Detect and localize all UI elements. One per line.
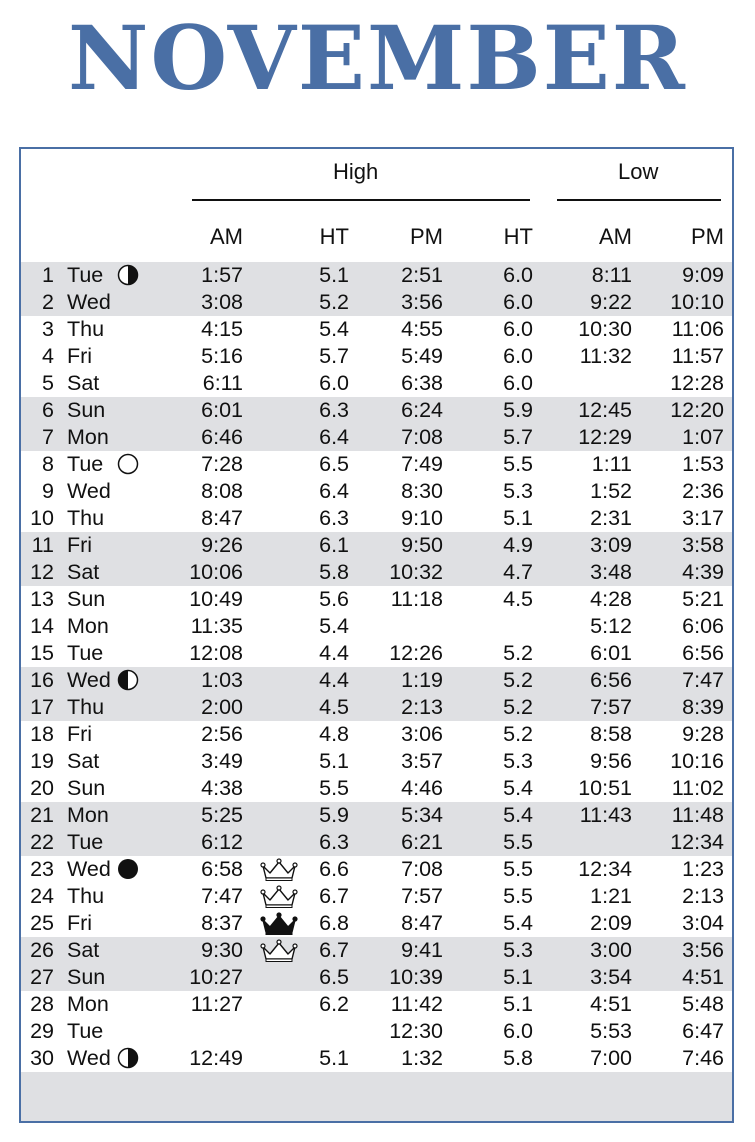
high-pm-height: 5.5 — [503, 830, 533, 854]
low-group-rule — [557, 199, 721, 201]
high-am-height: 5.4 — [319, 614, 349, 638]
low-am-time: 1:11 — [591, 452, 632, 476]
col-header-high-ht: HT — [319, 224, 349, 249]
low-pm-time: 2:36 — [682, 479, 724, 503]
low-pm-time: 1:07 — [682, 425, 724, 449]
day-number: 24 — [30, 884, 54, 908]
table-row — [21, 262, 732, 289]
first-quarter-moon-icon — [117, 1047, 139, 1069]
low-am-time: 3:09 — [590, 533, 632, 557]
high-am-height: 6.5 — [319, 965, 349, 989]
day-number: 28 — [30, 992, 54, 1016]
day-of-week: Mon — [67, 992, 109, 1016]
day-of-week: Sun — [67, 587, 106, 611]
day-number: 17 — [30, 695, 54, 719]
low-pm-time: 3:04 — [682, 911, 724, 935]
high-pm-time: 11:18 — [390, 587, 443, 611]
day-of-week: Sun — [67, 398, 106, 422]
high-am-time: 6:01 — [201, 398, 243, 422]
table-row — [21, 802, 732, 829]
high-am-height: 5.2 — [319, 290, 349, 314]
day-number: 25 — [30, 911, 54, 935]
low-am-time: 10:51 — [578, 776, 632, 800]
high-am-time: 2:56 — [201, 722, 243, 746]
low-group-label: Low — [618, 159, 659, 184]
high-am-height: 5.7 — [319, 344, 349, 368]
day-number: 12 — [30, 560, 54, 584]
table-row — [21, 640, 732, 667]
high-am-time: 6:12 — [201, 830, 243, 854]
low-pm-time: 12:28 — [670, 371, 724, 395]
high-am-time: 3:49 — [201, 749, 243, 773]
day-of-week: Thu — [67, 506, 105, 530]
high-pm-height: 4.5 — [503, 587, 533, 611]
high-am-time: 10:27 — [189, 965, 243, 989]
high-am-height: 5.1 — [319, 263, 349, 287]
high-pm-height: 5.2 — [503, 668, 533, 692]
high-am-height: 4.4 — [319, 668, 349, 692]
high-group-rule — [192, 199, 530, 201]
high-am-time: 6:11 — [202, 371, 243, 395]
day-of-week: Wed — [67, 479, 111, 503]
day-of-week: Fri — [67, 911, 93, 935]
high-pm-height: 5.3 — [503, 749, 533, 773]
high-pm-time: 1:19 — [401, 668, 443, 692]
day-number: 3 — [42, 317, 54, 341]
day-of-week: Wed — [67, 668, 111, 692]
high-pm-time: 6:21 — [401, 830, 443, 854]
col-header-high-am: AM — [210, 224, 243, 249]
filled-crown-icon — [259, 912, 299, 936]
high-am-time: 6:46 — [201, 425, 243, 449]
table-row — [21, 883, 732, 910]
day-number: 26 — [30, 938, 54, 962]
table-row — [21, 775, 732, 802]
day-number: 6 — [42, 398, 54, 422]
full-moon-icon — [117, 453, 139, 475]
high-am-height: 5.1 — [319, 749, 349, 773]
high-am-time: 5:16 — [201, 344, 243, 368]
day-of-week: Mon — [67, 614, 109, 638]
low-pm-time: 6:06 — [682, 614, 724, 638]
day-of-week: Fri — [67, 344, 93, 368]
table-row — [21, 505, 732, 532]
high-am-height: 6.2 — [319, 992, 349, 1016]
high-pm-height: 5.3 — [503, 479, 533, 503]
high-am-time: 3:08 — [201, 290, 243, 314]
high-pm-time: 1:32 — [401, 1046, 443, 1070]
table-row — [21, 910, 732, 937]
low-pm-time: 1:53 — [682, 452, 724, 476]
high-pm-time: 8:30 — [401, 479, 443, 503]
day-of-week: Tue — [67, 830, 104, 854]
day-number: 21 — [30, 803, 54, 827]
high-am-time: 10:06 — [189, 560, 243, 584]
high-pm-height: 5.2 — [503, 641, 533, 665]
high-pm-time: 7:08 — [401, 425, 443, 449]
day-number: 18 — [30, 722, 54, 746]
low-am-time: 1:52 — [590, 479, 632, 503]
high-pm-height: 5.2 — [503, 722, 533, 746]
high-am-height: 5.6 — [319, 587, 349, 611]
low-pm-time: 4:51 — [682, 965, 724, 989]
low-pm-time: 8:39 — [682, 695, 724, 719]
day-of-week: Fri — [67, 533, 93, 557]
high-pm-height: 6.0 — [503, 263, 533, 287]
low-pm-time: 11:02 — [671, 776, 724, 800]
high-am-height: 5.1 — [319, 1046, 349, 1070]
low-pm-time: 5:48 — [682, 992, 724, 1016]
low-pm-time: 12:20 — [670, 398, 724, 422]
table-row — [21, 397, 732, 424]
day-number: 14 — [30, 614, 54, 638]
outline-crown-icon — [259, 858, 299, 882]
low-am-time: 8:11 — [591, 263, 632, 287]
low-am-time: 2:09 — [590, 911, 632, 935]
high-pm-height: 5.5 — [503, 857, 533, 881]
high-pm-height: 6.0 — [503, 317, 533, 341]
high-pm-time: 3:06 — [401, 722, 443, 746]
high-am-height: 6.0 — [319, 371, 349, 395]
high-pm-time: 7:49 — [401, 452, 443, 476]
day-number: 5 — [42, 371, 54, 395]
high-pm-time: 11:42 — [390, 992, 443, 1016]
high-am-height: 5.4 — [319, 317, 349, 341]
table-row — [21, 478, 732, 505]
day-number: 20 — [30, 776, 54, 800]
day-of-week: Sun — [67, 965, 106, 989]
high-pm-time: 3:56 — [401, 290, 443, 314]
high-pm-height: 5.3 — [503, 938, 533, 962]
low-am-time: 3:54 — [590, 965, 632, 989]
high-am-height: 5.5 — [319, 776, 349, 800]
low-pm-time: 6:56 — [682, 641, 724, 665]
low-pm-time: 12:34 — [670, 830, 724, 854]
high-am-height: 6.5 — [319, 452, 349, 476]
high-pm-time: 2:51 — [401, 263, 443, 287]
high-pm-time: 2:13 — [401, 695, 443, 719]
table-row — [21, 370, 732, 397]
low-am-time: 6:01 — [590, 641, 632, 665]
high-pm-time: 4:46 — [401, 776, 443, 800]
low-am-time: 12:29 — [578, 425, 632, 449]
high-pm-time: 12:30 — [389, 1019, 443, 1043]
day-number: 4 — [42, 344, 54, 368]
low-am-time: 9:56 — [590, 749, 632, 773]
high-pm-time: 6:38 — [401, 371, 443, 395]
high-am-height: 6.3 — [319, 830, 349, 854]
high-pm-height: 5.1 — [503, 992, 533, 1016]
low-pm-time: 10:16 — [670, 749, 724, 773]
high-am-height: 6.4 — [319, 479, 349, 503]
high-pm-time: 9:50 — [401, 533, 443, 557]
low-pm-time: 3:58 — [682, 533, 724, 557]
high-pm-time: 7:57 — [401, 884, 443, 908]
low-pm-time: 10:10 — [670, 290, 724, 314]
day-of-week: Tue — [67, 641, 104, 665]
high-pm-height: 5.4 — [503, 803, 533, 827]
high-am-time: 6:58 — [201, 857, 243, 881]
low-am-time: 12:34 — [578, 857, 632, 881]
day-number: 15 — [30, 641, 54, 665]
high-am-time: 12:49 — [189, 1046, 243, 1070]
high-am-height: 5.9 — [319, 803, 349, 827]
high-pm-time: 10:32 — [389, 560, 443, 584]
day-number: 7 — [42, 425, 54, 449]
high-am-height: 6.1 — [319, 533, 349, 557]
high-pm-time: 9:41 — [401, 938, 443, 962]
day-number: 22 — [30, 830, 54, 854]
high-pm-time: 5:49 — [401, 344, 443, 368]
day-number: 27 — [30, 965, 54, 989]
low-am-time: 12:45 — [578, 398, 632, 422]
high-pm-height: 5.9 — [503, 398, 533, 422]
high-pm-height: 6.0 — [503, 290, 533, 314]
page-title: NOVEMBER — [68, 6, 687, 110]
high-am-time: 9:26 — [201, 533, 243, 557]
high-pm-time: 4:55 — [401, 317, 443, 341]
high-group-label: High — [333, 159, 379, 184]
low-am-time: 10:30 — [578, 317, 632, 341]
high-am-height: 6.4 — [319, 425, 349, 449]
day-number: 16 — [30, 668, 54, 692]
low-pm-time: 6:47 — [682, 1019, 724, 1043]
low-am-time: 4:51 — [590, 992, 632, 1016]
low-am-time: 6:56 — [590, 668, 632, 692]
low-am-time: 8:58 — [590, 722, 632, 746]
day-of-week: Sat — [67, 371, 100, 395]
day-number: 1 — [42, 263, 54, 287]
high-am-height: 6.7 — [319, 938, 349, 962]
day-number: 2 — [42, 290, 54, 314]
low-pm-time: 7:46 — [682, 1046, 724, 1070]
high-am-time: 7:28 — [201, 452, 243, 476]
high-am-height: 6.8 — [319, 911, 349, 935]
table-row — [21, 667, 732, 694]
table-row — [21, 289, 732, 316]
high-pm-height: 5.1 — [503, 965, 533, 989]
day-of-week: Wed — [67, 290, 111, 314]
high-am-height: 6.3 — [319, 506, 349, 530]
high-am-time: 8:37 — [201, 911, 243, 935]
high-pm-height: 5.1 — [503, 506, 533, 530]
high-pm-time: 10:39 — [389, 965, 443, 989]
high-am-height: 6.7 — [319, 884, 349, 908]
low-pm-time: 11:57 — [671, 344, 724, 368]
low-pm-time: 3:17 — [682, 506, 724, 530]
high-am-time: 4:38 — [201, 776, 243, 800]
day-number: 9 — [42, 479, 54, 503]
day-number: 13 — [30, 587, 54, 611]
col-header-low-am: AM — [599, 224, 632, 249]
day-of-week: Mon — [67, 803, 109, 827]
table-row — [21, 721, 732, 748]
table-row — [21, 613, 732, 640]
high-am-time: 11:27 — [190, 992, 243, 1016]
high-am-time: 4:15 — [201, 317, 243, 341]
low-am-time: 2:31 — [590, 506, 632, 530]
low-am-time: 3:48 — [590, 560, 632, 584]
low-am-time: 7:00 — [590, 1046, 632, 1070]
table-row — [21, 937, 732, 964]
new-moon-icon — [117, 858, 139, 880]
high-am-time: 5:25 — [201, 803, 243, 827]
high-pm-time: 6:24 — [401, 398, 443, 422]
day-number: 23 — [30, 857, 54, 881]
high-am-time: 8:08 — [201, 479, 243, 503]
day-number: 29 — [30, 1019, 54, 1043]
day-number: 30 — [30, 1046, 54, 1070]
low-pm-time: 9:09 — [682, 263, 724, 287]
col-header-low-pm: PM — [691, 224, 724, 249]
high-pm-height: 5.5 — [503, 452, 533, 476]
high-am-height: 4.5 — [319, 695, 349, 719]
table-row — [21, 748, 732, 775]
day-of-week: Wed — [67, 857, 111, 881]
high-pm-height: 6.0 — [503, 371, 533, 395]
high-am-height: 6.3 — [319, 398, 349, 422]
table-row — [21, 991, 732, 1018]
day-of-week: Thu — [67, 695, 105, 719]
high-pm-height: 5.7 — [503, 425, 533, 449]
low-pm-time: 5:21 — [682, 587, 724, 611]
day-of-week: Mon — [67, 425, 109, 449]
low-pm-time: 11:06 — [671, 317, 724, 341]
table-row — [21, 829, 732, 856]
high-am-time: 7:47 — [201, 884, 243, 908]
low-pm-time: 3:56 — [682, 938, 724, 962]
day-of-week: Tue — [67, 1019, 104, 1043]
high-pm-height: 6.0 — [503, 344, 533, 368]
high-pm-time: 3:57 — [401, 749, 443, 773]
high-pm-height: 5.2 — [503, 695, 533, 719]
day-of-week: Sat — [67, 560, 100, 584]
high-pm-time: 9:10 — [401, 506, 443, 530]
high-pm-time: 7:08 — [401, 857, 443, 881]
high-pm-time: 8:47 — [401, 911, 443, 935]
day-of-week: Tue — [67, 263, 104, 287]
col-header-high-ht2: HT — [503, 224, 533, 249]
day-number: 19 — [30, 749, 54, 773]
high-am-time: 11:35 — [190, 614, 243, 638]
footer-band — [21, 1072, 732, 1121]
table-row — [21, 343, 732, 370]
day-of-week: Sun — [67, 776, 106, 800]
high-am-time: 9:30 — [201, 938, 243, 962]
high-am-height: 6.6 — [319, 857, 349, 881]
low-am-time: 11:32 — [579, 344, 632, 368]
high-am-time: 12:08 — [189, 641, 243, 665]
high-pm-height: 5.8 — [503, 1046, 533, 1070]
table-row — [21, 586, 732, 613]
high-am-time: 10:49 — [189, 587, 243, 611]
day-number: 10 — [30, 506, 54, 530]
high-pm-height: 5.4 — [503, 776, 533, 800]
low-pm-time: 9:28 — [682, 722, 724, 746]
table-row — [21, 1018, 732, 1045]
table-row — [21, 532, 732, 559]
high-am-time: 8:47 — [201, 506, 243, 530]
high-am-height: 4.8 — [319, 722, 349, 746]
low-am-time: 9:22 — [590, 290, 632, 314]
last-quarter-moon-icon — [117, 669, 139, 691]
high-am-height: 5.8 — [319, 560, 349, 584]
high-pm-height: 6.0 — [503, 1019, 533, 1043]
high-am-time: 2:00 — [201, 695, 243, 719]
day-of-week: Thu — [67, 317, 105, 341]
high-pm-height: 5.4 — [503, 911, 533, 935]
high-am-time: 1:57 — [201, 263, 243, 287]
first-quarter-moon-icon — [117, 264, 139, 286]
table-row — [21, 451, 732, 478]
table-row — [21, 316, 732, 343]
day-of-week: Fri — [67, 722, 93, 746]
col-header-high-pm: PM — [410, 224, 443, 249]
outline-crown-icon — [259, 939, 299, 963]
table-row — [21, 694, 732, 721]
low-am-time: 4:28 — [590, 587, 632, 611]
high-pm-height: 4.9 — [503, 533, 533, 557]
low-am-time: 1:21 — [590, 884, 632, 908]
table-row — [21, 856, 732, 883]
low-am-time: 5:12 — [590, 614, 632, 638]
table-row — [21, 424, 732, 451]
table-row — [21, 559, 732, 586]
low-am-time: 11:43 — [579, 803, 632, 827]
low-am-time: 3:00 — [590, 938, 632, 962]
day-number: 8 — [42, 452, 54, 476]
day-number: 11 — [31, 533, 54, 557]
low-pm-time: 4:39 — [682, 560, 724, 584]
low-pm-time: 1:23 — [682, 857, 724, 881]
low-am-time: 5:53 — [590, 1019, 632, 1043]
low-pm-time: 7:47 — [682, 668, 724, 692]
high-pm-height: 5.5 — [503, 884, 533, 908]
outline-crown-icon — [259, 885, 299, 909]
tide-table — [19, 147, 734, 1123]
day-of-week: Thu — [67, 884, 105, 908]
table-row — [21, 964, 732, 991]
day-of-week: Wed — [67, 1046, 111, 1070]
high-pm-time: 12:26 — [389, 641, 443, 665]
high-pm-time: 5:34 — [401, 803, 443, 827]
day-of-week: Sat — [67, 938, 100, 962]
low-am-time: 7:57 — [590, 695, 632, 719]
high-am-time: 1:03 — [201, 668, 243, 692]
high-pm-height: 4.7 — [503, 560, 533, 584]
table-row — [21, 1045, 732, 1072]
low-pm-time: 2:13 — [682, 884, 724, 908]
day-of-week: Tue — [67, 452, 104, 476]
high-am-height: 4.4 — [319, 641, 349, 665]
low-pm-time: 11:48 — [671, 803, 724, 827]
day-of-week: Sat — [67, 749, 100, 773]
